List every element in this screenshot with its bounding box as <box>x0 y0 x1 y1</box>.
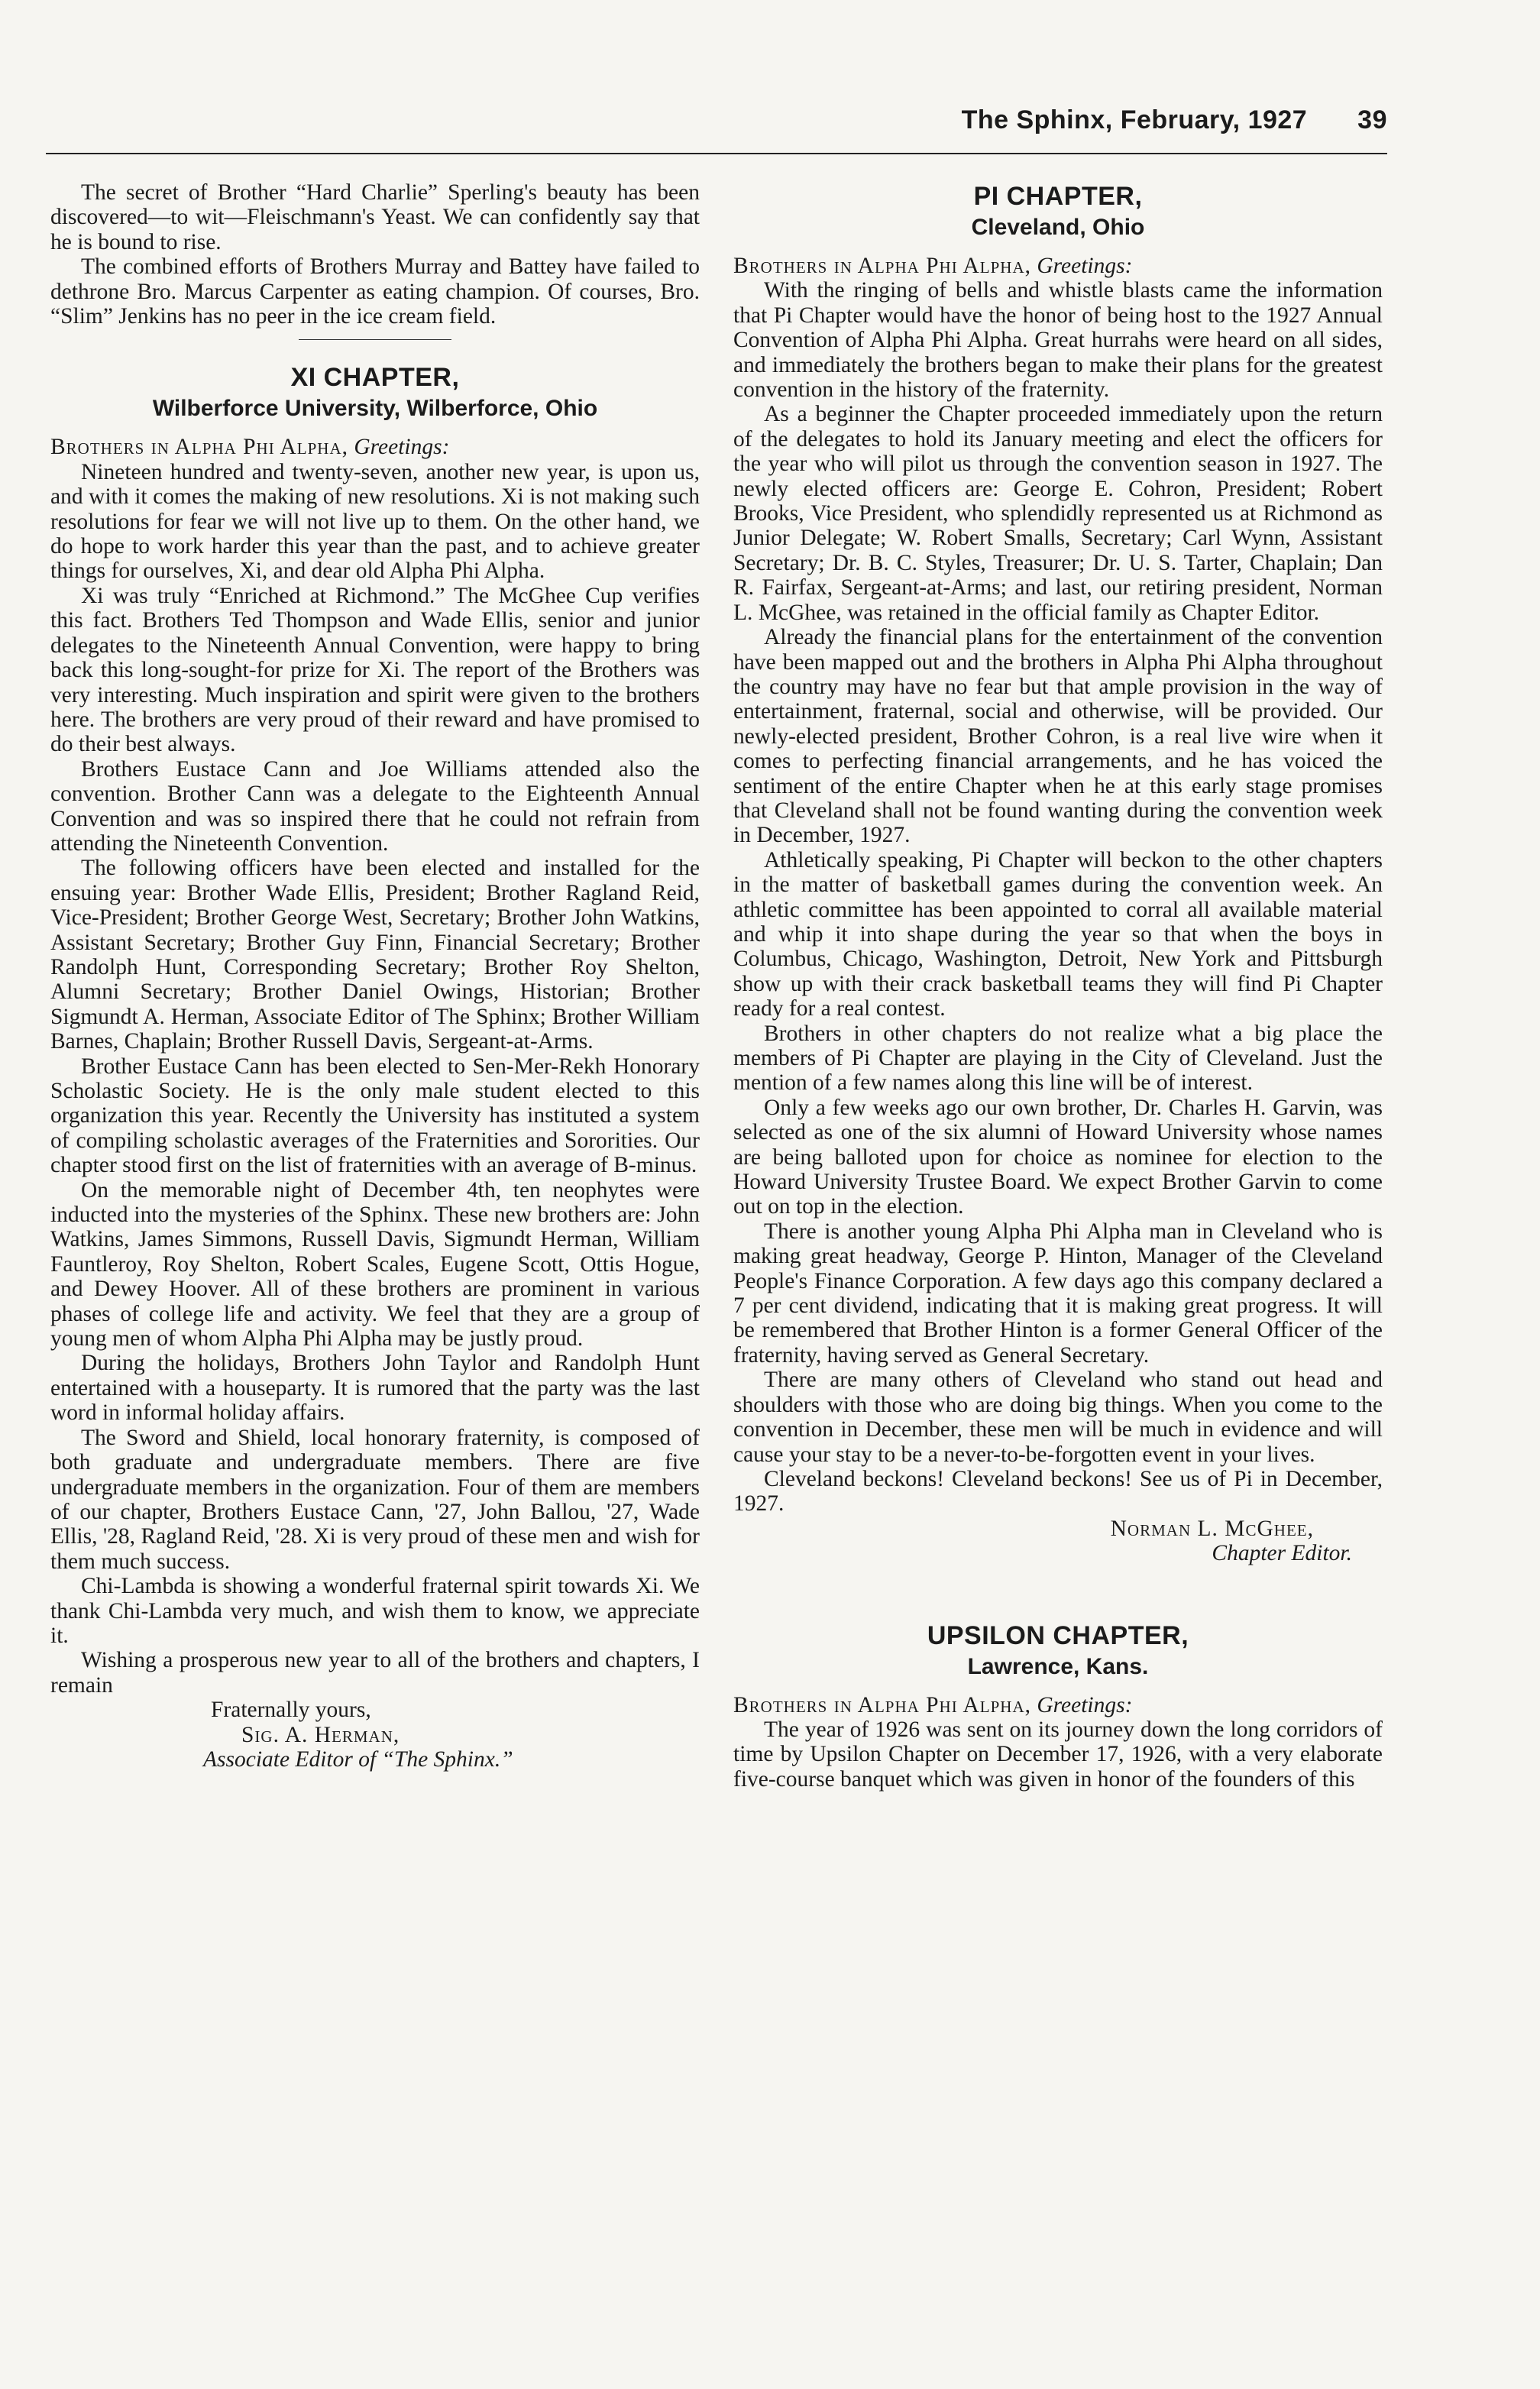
xi-chapter-subtitle: Wilberforce University, Wilberforce, Ohio <box>152 396 598 422</box>
pi-greeting-word: Greetings: <box>1037 254 1133 278</box>
left-column <box>50 180 700 1772</box>
upsilon-chapter-subtitle: Lawrence, Kans. <box>967 1653 1149 1679</box>
xi-paragraph: The following officers have been elected and installed for the ensuing year: Brother Wade Ellis, President; Brother Ragland Reid, Vice-President; Brother George West, Secretary; Brother John Watkins, Assistant Secretary; Brother Guy Finn, Financial Secretary; Brother Randolph Hunt, Corresponding Secretary; Brother Roy Shelton, Alumni Secretary; Brother Daniel Owings, Historian; Brother Sigmundt A. Herman, Associate Editor of The Sphinx; Brother William Barnes, Chaplain; Brother Russell Davis, Sergeant-at-Arms. <box>50 856 700 1054</box>
xi-signature-name <box>50 1723 700 1747</box>
xi-closing: Fraternally yours, <box>211 1698 371 1723</box>
xi-paragraph: Xi was truly “Enriched at Richmond.” The McGhee Cup verifies this fact. Brothers Ted Thompson and Wade Ellis, senior and junior delegates to the Nineteenth Annual Convention, were happy to bring back this long-sought-for prize for Xi. The report of the Brothers was very interesting. Much inspiration and spirit were given to the brothers here. The brothers are very proud of their reward and have promised to do their best always. <box>50 583 700 757</box>
xi-signature-name-text: Sig. A. Herman, <box>241 1722 400 1747</box>
pi-chapter-subtitle: Cleveland, Ohio <box>971 215 1145 240</box>
xi-chapter-heading <box>50 361 700 424</box>
xi-greeting-word: Greetings: <box>354 435 450 460</box>
xi-signature-role-text: Associate Editor of “The Sphinx.” <box>203 1746 513 1772</box>
intro-paragraph: The combined efforts of Brothers Murray and Battey have failed to dethrone Bro. Marcus Carpenter as eating champion. Of courses, Bro. “Slim” Jenkins has no peer in the ice cream field. <box>50 254 700 329</box>
upsilon-paragraph: The year of 1926 was sent on its journey down the long corridors of time by Upsilon Chapter on December 17, 1926, with a very elaborate five-course banquet which was given in honor of the founders of this <box>733 1717 1383 1792</box>
xi-signature-role <box>50 1747 700 1772</box>
xi-greeting-salutation: Brothers in Alpha Phi Alpha, <box>50 435 348 460</box>
pi-paragraph: There are many others of Cleveland who stand out head and shoulders with those who are doing big things. When you come to the convention in December, these men will be much in evidence and will cause your stay to be a never-to-be-forgotten event in your lives. <box>733 1368 1383 1467</box>
pi-paragraph: As a beginner the Chapter proceeded immediately upon the return of the delegates to hold its January meeting and elect the officers for the year who will pilot us through the convention season in 1927. The newly elected officers are: George E. Cohron, President; Robert Brooks, Vice President, who splendidly represented us at Richmond as Junior Delegate; W. Robert Smalls, Secretary; Carl Wynn, Assistant Secretary; Dr. B. C. Styles, Treasurer; Dr. U. S. Tarter, Chaplain; Dan R. Fairfax, Sergeant-at-Arms; and last, our retiring president, Norman L. McGhee, was retained in the official family as Chapter Editor. <box>733 402 1383 625</box>
upsilon-chapter-heading <box>733 1620 1383 1682</box>
pi-signature-role: Chapter Editor. <box>1212 1541 1352 1566</box>
xi-paragraph: Brother Eustace Cann has been elected to Sen-Mer-Rekh Honorary Scholastic Society. He is the only male student elected to this organization this year. Recently the University has instituted a system of compiling scholastic averages of the Fraternities and Sororities. Our chapter stood first on the list of fraternities with an average of B-minus. <box>50 1054 700 1178</box>
pi-chapter-title: PI CHAPTER, <box>973 182 1143 211</box>
pi-paragraph: Cleveland beckons! Cleveland beckons! See us of Pi in December, 1927. <box>733 1466 1383 1517</box>
right-column <box>733 180 1383 1792</box>
upsilon-greeting-word: Greetings: <box>1037 1692 1133 1717</box>
pi-paragraph: Only a few weeks ago our own brother, Dr. Charles H. Garvin, was selected as one of the six alumni of Howard University whose names are being balloted upon for choice as nominee for election to the Howard University Trustee Board. We expect Brother Garvin to come out on top in the election. <box>733 1095 1383 1219</box>
pi-paragraph: Brothers in other chapters do not realize what a big place the members of Pi Chapter are playing in the City of Cleveland. Just the mention of a few names along this line will be of interest. <box>733 1021 1383 1096</box>
page-number: 39 <box>1357 105 1387 134</box>
xi-paragraph: During the holidays, Brothers John Taylor and Randolph Hunt entertained with a houseparty. It is rumored that the party was the last word in informal holiday affairs. <box>50 1351 700 1426</box>
xi-paragraph: Wishing a prosperous new year to all of the brothers and chapters, I remain <box>50 1648 700 1698</box>
xi-paragraph: Nineteen hundred and twenty-seven, another new year, is upon us, and with it comes the making of new resolutions. Xi is not making such resolutions for fear we will not live up to them. On the other hand, we do hope to work harder this year than the past, and to achieve greater things for ourselves, Xi, and dear old Alpha Phi Alpha. <box>50 459 700 584</box>
pi-signature <box>733 1517 1383 1566</box>
xi-greeting <box>50 435 700 459</box>
upsilon-greeting <box>733 1693 1383 1717</box>
pi-greeting-salutation: Brothers in Alpha Phi Alpha, <box>733 254 1031 278</box>
pi-chapter-heading <box>733 180 1383 243</box>
running-head <box>46 105 1387 135</box>
running-title: The Sphinx, February, 1927 <box>961 105 1308 134</box>
pi-paragraph: There is another young Alpha Phi Alpha man in Cleveland who is making great headway, George P. Hinton, Manager of the Cleveland People's Finance Corporation. A few days ago this company declared a 7 per cent dividend, indicating that it is making great progress. It will be remembered that Brother Hinton is a former General Officer of the fraternity, having served as General Secretary. <box>733 1219 1383 1368</box>
xi-paragraph: On the memorable night of December 4th, ten neophytes were inducted into the mysteries of the Sphinx. These new brothers are: John Watkins, James Simmons, Russell Davis, Sigmundt Herman, William Fauntleroy, Roy Shelton, Robert Scales, Eugene Scott, Ottis Hogue, and Dewey Hoover. All of these brothers are prominent in various phases of college life and activity. We feel that they are a group of young men of whom Alpha Phi Alpha may be justly proud. <box>50 1177 700 1352</box>
xi-chapter-title: XI CHAPTER, <box>290 363 460 393</box>
pi-paragraph: Athletically speaking, Pi Chapter will beckon to the other chapters in the matter of basketball games during the convention week. An athletic committee has been appointed to corral all available material and whip it into shape during the year so that when the boys in Columbus, Chicago, Washington, Detroit, New York and Pittsburgh show up with their crack basketball teams they will find Pi Chapter ready for a real contest. <box>733 847 1383 1021</box>
xi-paragraph: Brothers Eustace Cann and Joe Williams attended also the convention. Brother Cann was a delegate to the Eighteenth Annual Convention and was so inspired there that he could not refrain from attending the Nineteenth Convention. <box>50 756 700 856</box>
upsilon-chapter-title: UPSILON CHAPTER, <box>927 1620 1189 1650</box>
xi-paragraph: Chi-Lambda is showing a wonderful fraternal spirit towards Xi. We thank Chi-Lambda very much, and wish them to know, we appreciate it. <box>50 1574 700 1648</box>
pi-greeting <box>733 254 1383 278</box>
xi-paragraph: The Sword and Shield, local honorary fraternity, is composed of both graduate and undergraduate members. There are five undergraduate members in the organization. Four of them are members of our chapter, Brothers Eustace Cann, '27, John Ballou, '27, Wade Ellis, '28, Ragland Reid, '28. Xi is very proud of these men and wish for them much success. <box>50 1425 700 1574</box>
pi-paragraph: Already the financial plans for the entertainment of the convention have been mapped out and the brothers in Alpha Phi Alpha throughout the country may have no fear but that ample provision in the way of entertainment, fraternal, social and otherwise, will be provided. Our newly-elected president, Brother Cohron, is a real live wire when it comes to perfecting financial arrangements, and he has voiced the sentiment of the entire Chapter when he at this early stage promises that Cleveland shall not be found wanting during the convention week in December, 1927. <box>733 625 1383 848</box>
intro-paragraph: The secret of Brother “Hard Charlie” Sperling's beauty has been discovered—to wit—Fleischmann's Yeast. We can confidently say that he is bound to rise. <box>50 180 700 254</box>
section-divider <box>299 339 451 340</box>
upsilon-greeting-salutation: Brothers in Alpha Phi Alpha, <box>733 1692 1031 1717</box>
pi-paragraph: With the ringing of bells and whistle blasts came the information that Pi Chapter would have the honor of being host to the 1927 Annual Convention of Alpha Phi Alpha. Great hurrahs were heard on all sides, and immediately the brothers began to make their plans for the greatest convention in the history of the fraternity. <box>733 278 1383 403</box>
pi-signature-name: Norman L. McGhee, <box>1110 1516 1314 1541</box>
header-rule <box>46 153 1387 154</box>
